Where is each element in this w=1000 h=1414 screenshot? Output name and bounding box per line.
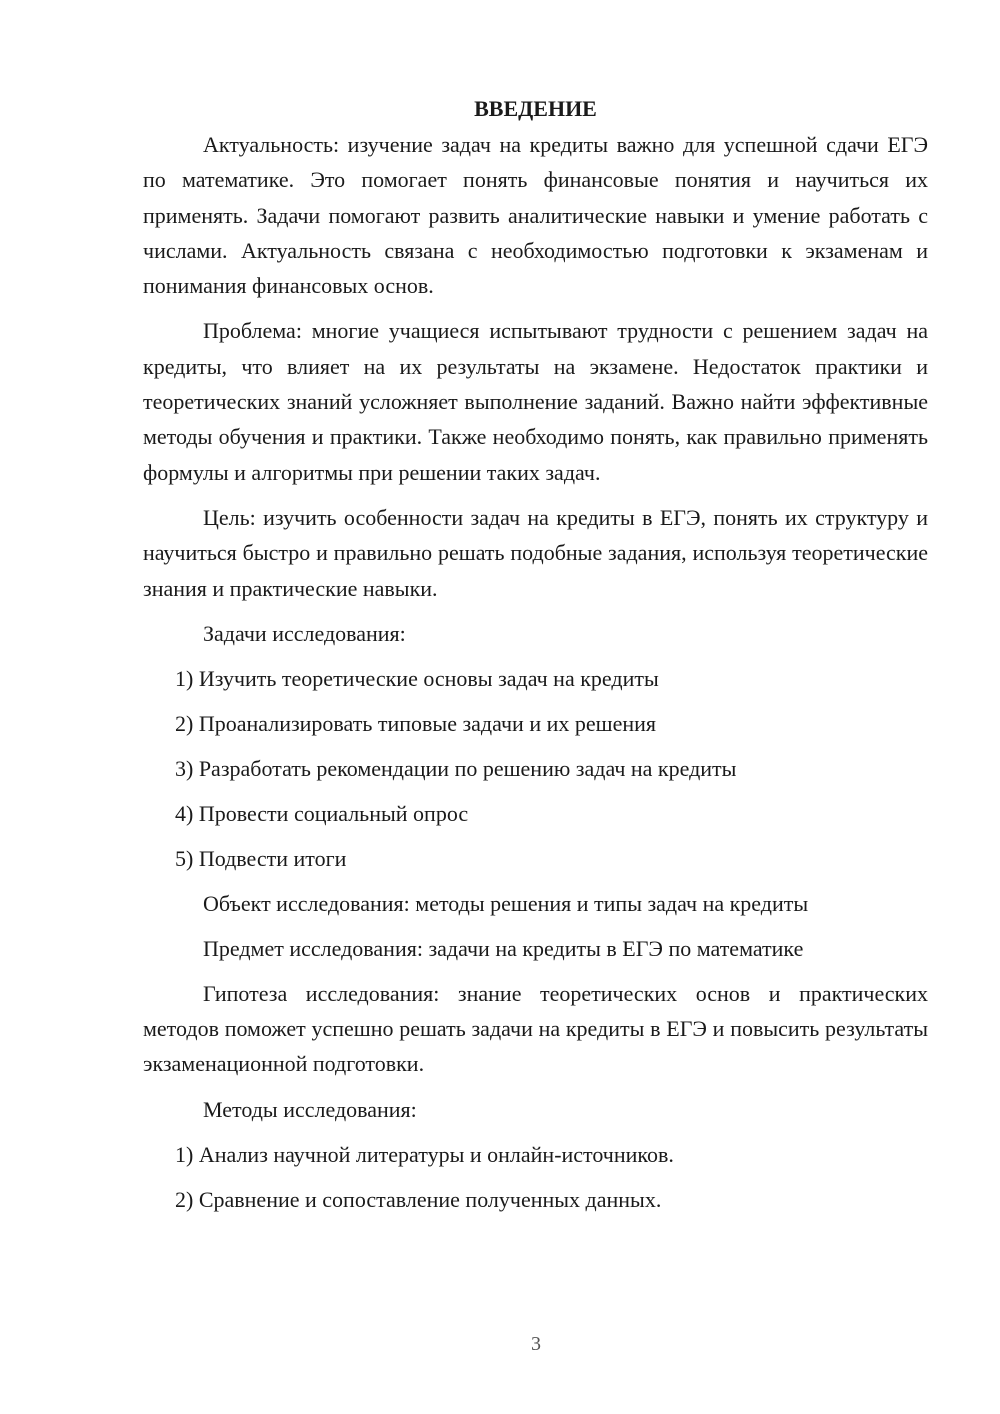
method-item-1: 1) Анализ научной литературы и онлайн-источников. [175,1141,674,1167]
methods-heading: Методы исследования: [203,1096,417,1122]
goal-paragraph: Цель: изучить особенности задач на кредиты в ЕГЭ, понять их структуру и научиться быстро и правильно решать подобные задания, используя теоретические знания и практические навыки. [143,504,928,601]
tasks-heading: Задачи исследования: [203,620,406,646]
hypothesis-paragraph: Гипотеза исследования: знание теоретических основ и практических методов поможет успешно решать задачи на кредиты в ЕГЭ и повысить результаты экзаменационной подготовки. [143,980,928,1077]
section-title: ВВЕДЕНИЕ [474,96,597,121]
problem-paragraph: Проблема: многие учащиеся испытывают трудности с решением задач на кредиты, что влияет на их результаты на экзамене. Недостаток практики и теоретических знаний усложняет выполнение заданий. Важно найти эффективные методы обучения и практики. Также необходимо понять, как правильно применять формулы и алгоритмы при решении таких задач. [143,318,928,485]
method-item-2: 2) Сравнение и сопоставление полученных данных. [175,1186,662,1212]
task-item-3: 3) Разработать рекомендации по решению задач на кредиты [175,755,737,781]
task-item-1: 1) Изучить теоретические основы задач на кредиты [175,665,659,691]
relevance-paragraph: Актуальность: изучение задач на кредиты важно для успешной сдачи ЕГЭ по математике. Это помогает понять финансовые понятия и научиться их применять. Задачи помогают развить аналитические навыки и умение работать с числами. Актуальность связана с необходимостью подготовки к экзаменам и понимания финансовых основ. [143,132,928,299]
task-item-4: 4) Провести социальный опрос [175,800,469,826]
task-item-5: 5) Подвести итоги [175,845,347,871]
task-item-2: 2) Проанализировать типовые задачи и их решения [175,710,657,736]
research-subject: Предмет исследования: задачи на кредиты в ЕГЭ по математике [203,935,804,961]
page-content [143,92,928,1227]
page-number: 3 [531,1333,541,1355]
research-object: Объект исследования: методы решения и типы задач на кредиты [203,890,809,916]
